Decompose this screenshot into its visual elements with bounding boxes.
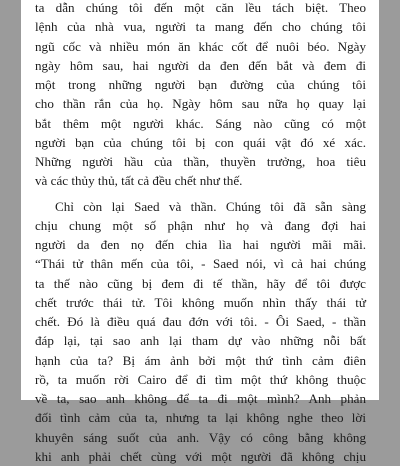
text-line: một trong những người bạn đường của chúng tôi: [35, 75, 366, 94]
book-page: [21, 0, 379, 400]
text-line: Những người hầu của thần, thuyền trưởng, hoa tiêu: [35, 152, 366, 171]
text-line: người da đen nọ đến chia lìa hai người mãi mãi.: [35, 235, 366, 254]
text-line: ta dẫn chúng tôi đến một căn lều tách biệt. Theo: [35, 0, 366, 17]
text-line: lệnh của nhà vua, người ta mang đến cho chúng tôi: [35, 17, 366, 36]
page-text: [35, 0, 366, 466]
text-line: rồ, ta muốn rời Cairo để đi tìm một thứ không thuộc: [35, 370, 366, 389]
text-line: ngày hôm sau, hai người da đen đến bắt và đem đi: [35, 56, 366, 75]
text-line: về ta, sao anh không để ta đi một mình? Anh phản: [35, 389, 366, 408]
text-line: chết. Đó là điều quá đau đớn với tôi. - Ôi Saed, - thần: [35, 312, 366, 331]
text-line: chết trước thái tử. Tôi không muốn nhìn thấy thái tử: [35, 293, 366, 312]
text-line: người bạn của chúng tôi bị con quái vật đó xé xác.: [35, 133, 366, 152]
text-line: Chỉ còn lại Saed và thần. Chúng tôi đã sẵn sàng: [35, 197, 366, 216]
text-line: bắt thêm một người khác. Sáng nào cũng có một: [35, 114, 366, 133]
text-line: hạnh của ta? Bị ám ảnh bởi một thứ tình cảm điên: [35, 351, 366, 370]
text-line: ngũ cốc và nhiều món ăn khác cốt để nuôi béo. Ngày: [35, 37, 366, 56]
text-line: chịu chung một số phận như họ và đang đợi hai: [35, 216, 366, 235]
text-line: đáp lại, tại sao anh lại tham dự vào những nỗi bất: [35, 331, 366, 350]
text-line: và các thủy thủ, tất cả đều chết như thế.: [35, 171, 366, 190]
text-line: ta thế nào cũng bị đem đi tế thần, hãy để tôi được: [35, 274, 366, 293]
paragraph-1: [35, 0, 366, 191]
text-line: cho thần rắn của họ. Ngày hôm sau nữa họ quay lại: [35, 94, 366, 113]
text-line: đối tình cảm của ta, nhưng ta lại không nghe theo lời: [35, 408, 366, 427]
text-line: “Thái tử thân mến của tôi, - Saed nói, vì cả hai chúng: [35, 254, 366, 273]
text-line: khuyên sáng suốt của anh. Vậy có công bằng không: [35, 428, 366, 447]
paragraph-2: [35, 197, 366, 466]
text-line: khi anh phải chết cùng với một người đã không chịu: [35, 447, 366, 466]
